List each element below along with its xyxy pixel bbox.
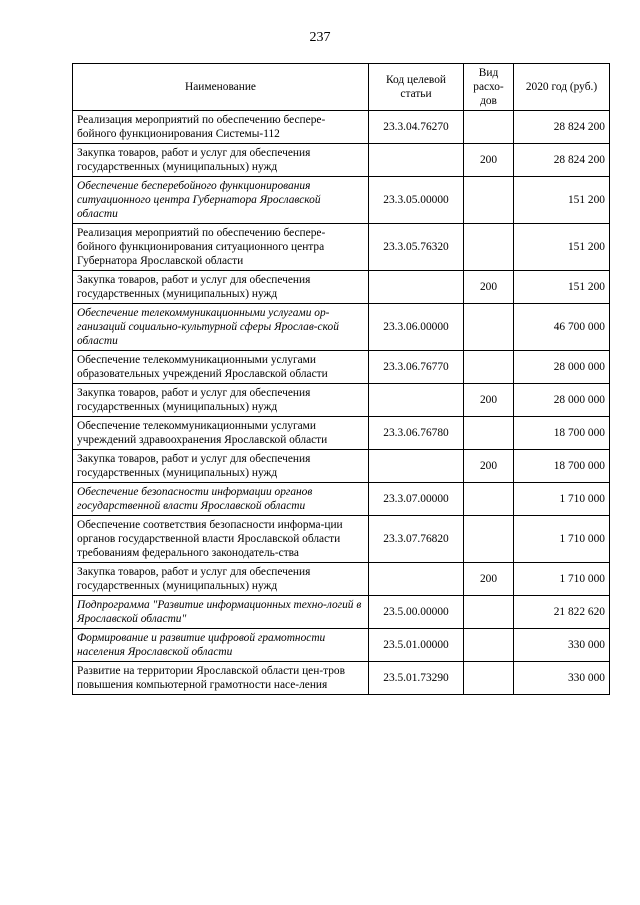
table-row (73, 563, 610, 596)
row-type (464, 596, 514, 629)
row-name: Закупка товаров, работ и услуг для обеспечения государственных (муниципальных) нужд (73, 563, 369, 596)
row-sum: 18 700 000 (514, 450, 610, 483)
row-name: Реализация мероприятий по обеспечению беспере-бойного функционирования ситуационного центра Губернатора Ярославской области (73, 224, 369, 271)
table-row (73, 351, 610, 384)
row-sum: 151 200 (514, 224, 610, 271)
table-row (73, 596, 610, 629)
column-header-code: Код целевой статьи (369, 64, 464, 111)
row-code (369, 271, 464, 304)
row-sum: 151 200 (514, 271, 610, 304)
column-header-sum: 2020 год (руб.) (514, 64, 610, 111)
row-sum: 18 700 000 (514, 417, 610, 450)
row-code: 23.3.06.76780 (369, 417, 464, 450)
table-body (73, 111, 610, 695)
row-sum: 1 710 000 (514, 516, 610, 563)
table-header-row (73, 64, 610, 111)
table-row (73, 662, 610, 695)
row-name: Закупка товаров, работ и услуг для обеспечения государственных (муниципальных) нужд (73, 271, 369, 304)
row-name: Формирование и развитие цифровой грамотности населения Ярославской области (73, 629, 369, 662)
row-name: Обеспечение соответствия безопасности информа-ции органов государственной власти Ярославской области требованиям федерального законодатель-ства (73, 516, 369, 563)
table-row (73, 304, 610, 351)
row-sum: 151 200 (514, 177, 610, 224)
table-row (73, 111, 610, 144)
row-code: 23.3.06.76770 (369, 351, 464, 384)
row-code: 23.3.07.76820 (369, 516, 464, 563)
row-sum: 330 000 (514, 662, 610, 695)
row-code: 23.3.06.00000 (369, 304, 464, 351)
row-type: 200 (464, 271, 514, 304)
column-header-name: Наименование (73, 64, 369, 111)
table-row (73, 271, 610, 304)
row-type (464, 351, 514, 384)
row-type (464, 662, 514, 695)
column-header-type: Вид расхо-дов (464, 64, 514, 111)
row-name: Закупка товаров, работ и услуг для обеспечения государственных (муниципальных) нужд (73, 144, 369, 177)
table-row (73, 144, 610, 177)
table-row (73, 516, 610, 563)
row-name: Закупка товаров, работ и услуг для обеспечения государственных (муниципальных) нужд (73, 450, 369, 483)
row-type (464, 111, 514, 144)
row-code: 23.5.00.00000 (369, 596, 464, 629)
row-code: 23.3.07.00000 (369, 483, 464, 516)
row-sum: 1 710 000 (514, 483, 610, 516)
row-type: 200 (464, 144, 514, 177)
row-name: Реализация мероприятий по обеспечению беспере-бойного функционирования Системы-112 (73, 111, 369, 144)
row-code (369, 144, 464, 177)
row-type (464, 516, 514, 563)
row-type (464, 483, 514, 516)
row-name: Развитие на территории Ярославской области цен-тров повышения компьютерной грамотности насе-ления (73, 662, 369, 695)
row-sum: 46 700 000 (514, 304, 610, 351)
row-type: 200 (464, 563, 514, 596)
row-sum: 21 822 620 (514, 596, 610, 629)
row-sum: 330 000 (514, 629, 610, 662)
table-row (73, 417, 610, 450)
table-row (73, 629, 610, 662)
budget-table (72, 63, 610, 695)
row-name: Обеспечение телекоммуникационными услугами учреждений здравоохранения Ярославской области (73, 417, 369, 450)
row-type (464, 629, 514, 662)
row-sum: 28 824 200 (514, 144, 610, 177)
row-type (464, 177, 514, 224)
row-name: Обеспечение безопасности информации органов государственной власти Ярославской области (73, 483, 369, 516)
table-row (73, 450, 610, 483)
row-sum: 28 824 200 (514, 111, 610, 144)
row-sum: 1 710 000 (514, 563, 610, 596)
table-row (73, 224, 610, 271)
row-type (464, 224, 514, 271)
page-number: 237 (309, 30, 331, 45)
row-type (464, 304, 514, 351)
row-code: 23.5.01.00000 (369, 629, 464, 662)
row-name: Обеспечение телекоммуникационными услугами образовательных учреждений Ярославской области (73, 351, 369, 384)
row-name: Обеспечение бесперебойного функционирования ситуационного центра Губернатора Ярославской области (73, 177, 369, 224)
row-code: 23.5.01.73290 (369, 662, 464, 695)
table-row (73, 384, 610, 417)
row-name: Закупка товаров, работ и услуг для обеспечения государственных (муниципальных) нужд (73, 384, 369, 417)
row-code: 23.3.05.00000 (369, 177, 464, 224)
row-code (369, 563, 464, 596)
table-row (73, 483, 610, 516)
row-sum: 28 000 000 (514, 351, 610, 384)
row-name: Подпрограмма "Развитие информационных техно-логий в Ярославской области" (73, 596, 369, 629)
table-row (73, 177, 610, 224)
row-name: Обеспечение телекоммуникационными услугами ор-ганизаций социально-культурной сферы Ярослав-ской области (73, 304, 369, 351)
row-type (464, 417, 514, 450)
row-code: 23.3.05.76320 (369, 224, 464, 271)
row-type: 200 (464, 450, 514, 483)
row-code: 23.3.04.76270 (369, 111, 464, 144)
row-code (369, 450, 464, 483)
row-code (369, 384, 464, 417)
row-type: 200 (464, 384, 514, 417)
row-sum: 28 000 000 (514, 384, 610, 417)
